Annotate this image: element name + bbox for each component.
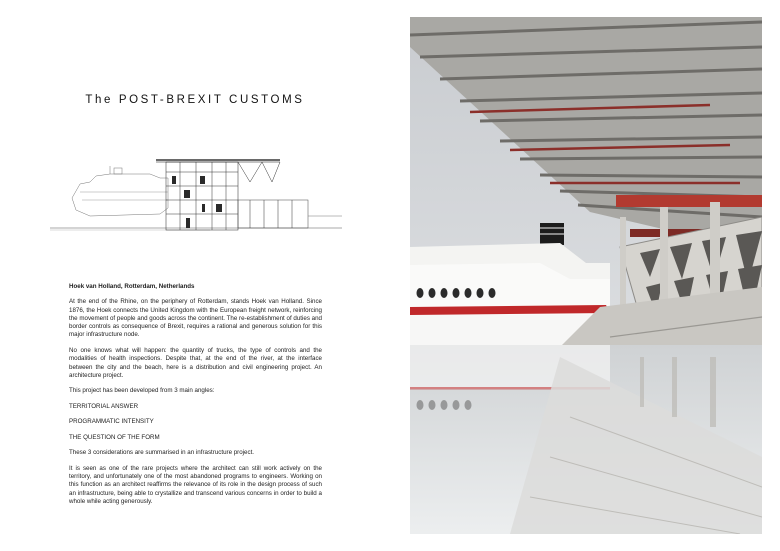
paragraph-4: These 3 considerations are summarised in an infrastructure project. xyxy=(69,449,255,457)
location-heading: Hoek van Holland, Rotterdam, Netherlands xyxy=(69,283,195,290)
section-drawing xyxy=(50,148,342,234)
paragraph-1: At the end of the Rhine, on the periphery of Rotterdam, stands Hoek van Holland. Since 1876, the Hoek connects the United Kingdom with the European freight network, reinforcing the movement of people and goods across the continent. The re-establishment of duties and border controls as consequence of Brexit, requires a rational and generous solution for this major infrastructure node. xyxy=(69,298,322,339)
project-photo xyxy=(410,17,762,534)
section-drawing-svg xyxy=(50,148,342,234)
paragraph-3: This project has been developed from 3 main angles: xyxy=(69,387,215,395)
paragraph-5: It is seen as one of the rare projects where the architect can still work actively on the territory, and unfortunately one of the most abandoned programs to engineers. Working on this function as an architect reaffirms the relevance of its role in the design process of such an infrastructure, being able to crystallize and transcend various concerns in order to build a whole while acting generously. xyxy=(69,464,322,505)
angle-2: PROGRAMMATIC INTENSITY xyxy=(69,418,154,426)
angle-3: THE QUESTION OF THE FORM xyxy=(69,433,160,441)
angle-1: TERRITORIAL ANSWER xyxy=(69,402,139,410)
paragraph-2: No one knows what will happen: the quantity of trucks, the type of controls and the modalities of health inspections. Despite that, at the end of the river, at the interface between the city and the beach, here is a distribution and civil engineering project. An architecture project. xyxy=(69,346,322,379)
page-title: The POST-BREXIT CUSTOMS xyxy=(85,94,305,106)
project-text xyxy=(69,283,322,513)
photo-render xyxy=(410,17,762,534)
